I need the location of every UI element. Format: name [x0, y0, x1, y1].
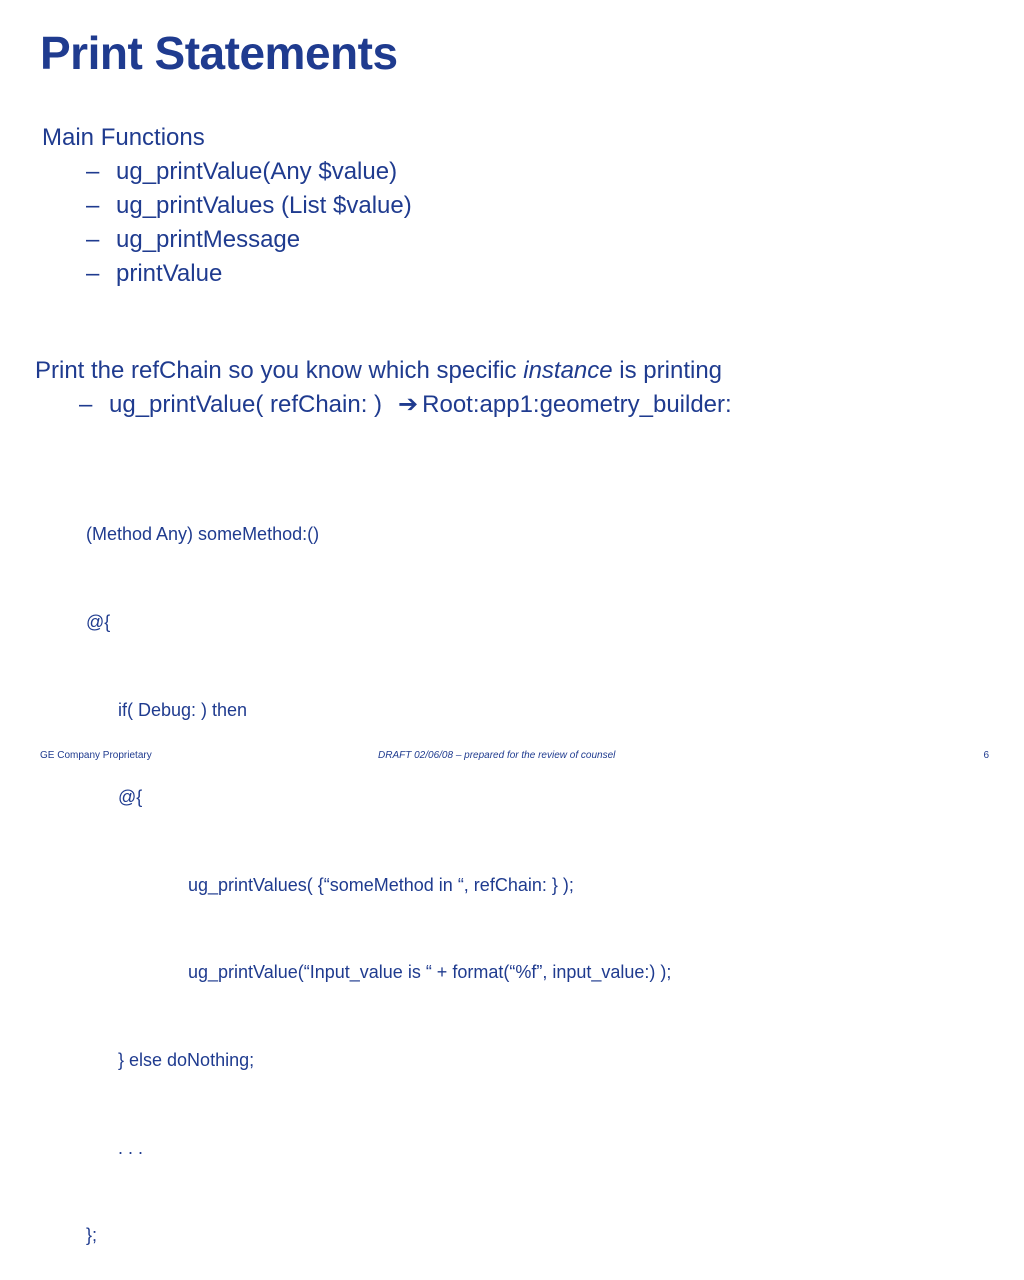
example-result: Root:app1:geometry_builder: — [422, 391, 732, 418]
footer-draft-notice: DRAFT 02/06/08 – prepared for the review of counsel — [378, 750, 616, 761]
function-item-text: ug_printValues (List $value) — [116, 192, 412, 219]
code-line: (Method Any) someMethod:() — [86, 524, 320, 545]
footer-proprietary: GE Company Proprietary — [40, 750, 152, 761]
code-line: . . . — [118, 1137, 144, 1158]
function-item-text: ug_printValue(Any $value) — [116, 158, 398, 185]
code-example — [86, 462, 671, 1280]
function-item — [42, 223, 412, 257]
code-line: ug_printValues( {“someMethod in “, refChain: } ); — [188, 874, 574, 895]
code-line: @{ — [118, 787, 143, 808]
refchain-bullet — [35, 354, 732, 388]
page-number: 6 — [983, 750, 989, 761]
refchain-emphasis: instance — [523, 357, 613, 384]
dash-bullet: – — [79, 391, 93, 418]
refchain-text-before: Print the refChain so you know which specific — [35, 357, 524, 384]
refchain-section — [35, 354, 732, 422]
dash-bullet: – — [86, 226, 100, 253]
code-line: }; — [86, 1225, 98, 1246]
dash-bullet: – — [86, 192, 100, 219]
refchain-example — [35, 388, 732, 422]
example-call: ug_printValue( refChain: ) — [109, 391, 383, 418]
code-line: } else doNothing; — [118, 1049, 255, 1070]
code-line: ug_printValue(“Input_value is “ + format(“%f”, input_value:) ); — [188, 962, 672, 983]
slide-title: Print Statements — [40, 27, 398, 79]
function-item-text: ug_printMessage — [116, 226, 301, 253]
function-item — [42, 257, 412, 291]
refchain-text-after: is printing — [612, 357, 723, 384]
main-functions-heading: Main Functions — [42, 124, 205, 151]
code-line: @{ — [86, 612, 111, 632]
dash-bullet: – — [86, 260, 100, 287]
code-line: if( Debug: ) then — [118, 699, 248, 720]
function-item — [42, 155, 412, 189]
main-functions-section — [42, 121, 412, 291]
function-item-text: printValue — [116, 260, 223, 287]
right-arrow-icon: ➔ — [398, 391, 419, 418]
dash-bullet: – — [86, 158, 100, 185]
function-item — [42, 189, 412, 223]
